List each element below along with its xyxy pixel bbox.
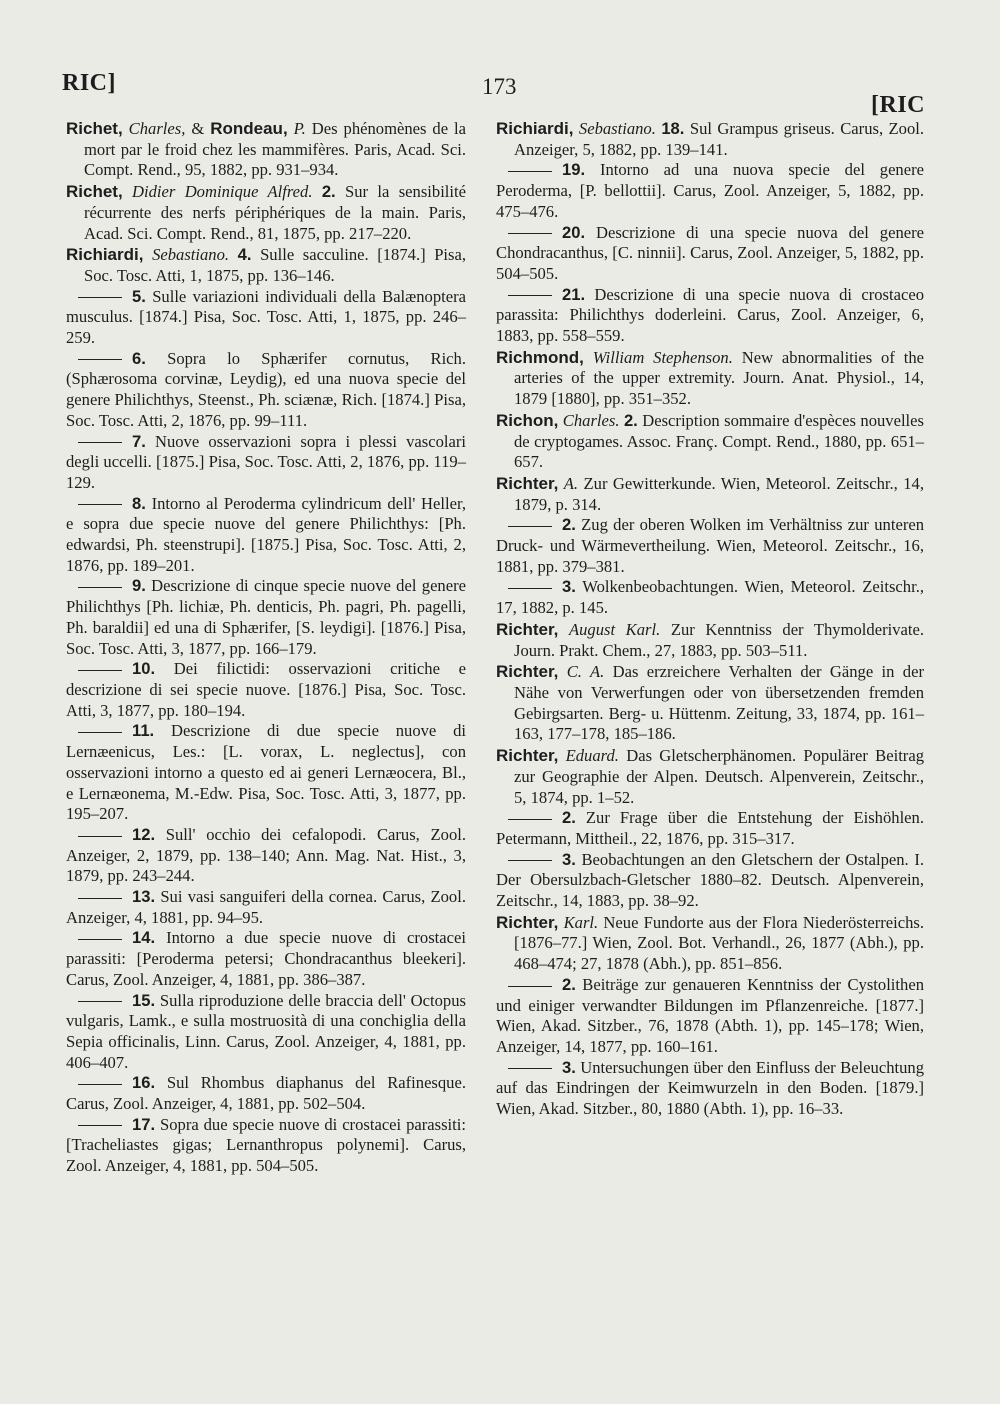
sub-entry [66, 928, 466, 990]
entry-text: Sulle sacculine. [1874.] Pisa, Soc. Tosc. Atti, 1, 1875, pp. 136–146. [84, 245, 467, 285]
entry-number: 16. [132, 1073, 156, 1093]
ditto-dash [508, 171, 552, 172]
entry-text: Beobachtungen an den Gletschern der Ostalpen. I. Der Obersulzbach-Gletscher 1880–82. Deutsch. Alpenverein, Zeitschr., 14, 1883, pp. 38–92. [496, 849, 924, 911]
entry-text: Intorno al Peroderma cylindricum dell' Heller, e sopra due specie nuove del genere Philichthys: [Ph. edwardsi, Ph. steenstrupi]. [1875.] Pisa, Soc. Tosc. Atti, 2, 1876, pp. 189–201. [66, 493, 466, 575]
header-left: RIC] [62, 70, 116, 96]
entry-number: 9. [132, 576, 146, 596]
sub-entry [496, 808, 924, 849]
ditto-dash [78, 442, 122, 443]
entry-number: 12. [132, 824, 156, 844]
entry-text: Intorno a due specie nuove di crostacei parassiti: [Peroderma petersi; Chondracanthus bleekeri]. Carus, Zool. Anzeiger, 4, 1881, pp. 386–387. [66, 928, 466, 989]
entry-number: 4. [237, 245, 252, 265]
running-header [62, 70, 925, 118]
entry-text: Descrizione di cinque specie nuove del genere Philichthys [Ph. lichiæ, Ph. denticis, Ph. pagri, Ph. pagelli, Ph. baraldii] ed una di Sphærifer, [S. leydigi]. [1876.] Pisa, Soc. Tosc. Atti, 3, 1877, pp. 166–179. [66, 576, 466, 658]
entry-number: 3. [562, 849, 576, 869]
coauthor-given-name: P. [293, 119, 306, 138]
entry-text: Zug der oberen Wolken im Verhältniss zur unteren Druck- und Wärmevertheilung. Wien, Meteorol. Zeitschr., 16, 1881, pp. 379–381. [496, 515, 925, 576]
ditto-dash [508, 233, 552, 234]
sub-entry [496, 975, 924, 1058]
entry-text: Sui vasi sanguiferi della cornea. Carus, Zool. Anzeiger, 4, 1881, pp. 94–95. [66, 887, 466, 927]
sub-entry [496, 515, 924, 577]
ditto-dash [78, 359, 122, 360]
sub-entry [66, 887, 466, 928]
author-entry [496, 474, 924, 515]
author-name: Richiardi, [496, 119, 574, 138]
sub-entry [496, 285, 924, 347]
author-given-name: A. [563, 473, 579, 493]
sub-entry [66, 1115, 466, 1177]
entry-text: Sull' occhio dei cefalopodi. Carus, Zool. Anzeiger, 2, 1879, pp. 138–140; Ann. Mag. Nat. Hist., 3, 1879, pp. 243–244. [66, 824, 466, 886]
ditto-dash [78, 670, 122, 671]
author-given-name: Sebastiano. [578, 119, 656, 138]
entry-number: 3. [562, 1057, 576, 1077]
author-given-name: Sebastiano. [152, 245, 230, 265]
entry-number: 3. [562, 577, 576, 597]
author-name: Richiardi, [66, 245, 144, 265]
author-joiner: & [191, 119, 205, 138]
author-name: Richter, [496, 473, 559, 493]
entry-number: 20. [562, 222, 586, 242]
right-column [496, 118, 924, 1120]
author-given-name: William Stephenson. [592, 347, 733, 367]
entry-number: 2. [562, 974, 576, 994]
author-name: Richter, [496, 662, 559, 682]
entry-text: Nuove osservazioni sopra i plessi vascolari degli uccelli. [1875.] Pisa, Soc. Tosc. Atti, 2, 1876, pp. 119–129. [66, 431, 466, 492]
entry-text: Sul Rhombus diaphanus del Rafinesque. Carus, Zool. Anzeiger, 4, 1881, pp. 502–504. [66, 1073, 466, 1114]
ditto-dash [78, 297, 122, 298]
entry-number: 7. [132, 431, 146, 451]
author-given-name: Didier Dominique Alfred. [132, 182, 313, 202]
author-entry [496, 746, 924, 808]
entry-text: Description sommaire d'espèces nouvelles de cryptogames. Assoc. Franç. Compt. Rend., 1880, pp. 651–657. [514, 410, 924, 472]
ditto-dash [78, 939, 122, 940]
ditto-dash [78, 504, 122, 505]
author-name: Richter, [496, 746, 559, 766]
entry-text: Das erzreichere Verhalten der Gänge in der Nähe von Verwerfungen oder von übersetzenden fremden Gebirgsarten. Berg- u. Hüttenm. Zeitung, 33, 1874, pp. 161–163, 177–178, 185–186. [514, 662, 924, 744]
author-name: Richon, [496, 410, 559, 430]
entry-number: 2. [321, 182, 336, 202]
ditto-dash [78, 1001, 122, 1002]
ditto-dash [78, 1125, 122, 1126]
entry-text: Sulla riproduzione delle braccia dell' Octopus vulgaris, Lamk., e sulla mostruosità di una conchiglia della Sepia officinalis, Linn. Carus, Zool. Anzeiger, 4, 1881, pp. 406–407. [66, 990, 466, 1072]
entry-number: 11. [132, 721, 155, 741]
entry-text: Beiträge zur genaueren Kenntniss der Cystolithen und einiger verwandter Bildungen im Pflanzenreiche. [1877.] Wien, Akad. Sitzber., 76, 1878 (Abth. 1), pp. 145–178; Wien, Anzeiger, 14, 1877, pp. 160–161. [496, 974, 924, 1056]
entry-text: Untersuchungen über den Einfluss der Beleuchtung auf das Eindringen der Keimwurzeln in den Boden. [1879.] Wien, Akad. Sitzber., 80, 1880 (Abth. 1), pp. 16–33. [496, 1057, 924, 1119]
ditto-dash [508, 526, 552, 527]
author-entry [496, 348, 924, 410]
left-column [66, 118, 466, 1177]
author-given-name: Charles, [128, 119, 186, 138]
ditto-dash [508, 588, 552, 589]
author-name: Richmond, [496, 347, 584, 367]
entry-number: 17. [132, 1114, 156, 1134]
sub-entry [66, 721, 466, 825]
entry-text: Zur Frage über die Entstehung der Eishöhlen. Petermann, Mittheil., 22, 1876, pp. 315–317. [496, 808, 924, 848]
ditto-dash [508, 1068, 552, 1069]
entry-number: 6. [132, 348, 146, 368]
entry-number: 19. [562, 160, 586, 180]
entry-text: Das Gletscherphänomen. Populärer Beitrag zur Geographie der Alpen. Deutsch. Alpenverein, Zeitschr., 5, 1874, pp. 1–52. [514, 746, 924, 807]
entry-text: Neue Fundorte aus der Flora Niederösterreichs. [1876–77.] Wien, Zool. Bot. Verhandl., 26, 1877 (Abh.), pp. 468–474; 27, 1878 (Abh.), pp. 851–856. [514, 912, 924, 974]
author-given-name: Charles. [562, 410, 620, 430]
author-name: Richet, [66, 182, 123, 202]
entry-number: 2. [562, 808, 576, 828]
sub-entry [66, 825, 466, 887]
author-entry [496, 620, 924, 661]
author-entry [66, 245, 466, 286]
ditto-dash [508, 860, 552, 861]
sub-entry [496, 577, 924, 618]
sub-entry [66, 991, 466, 1074]
ditto-dash [508, 819, 552, 820]
entry-number: 13. [132, 887, 156, 907]
ditto-dash [78, 1084, 122, 1085]
sub-entry [66, 576, 466, 659]
entry-text: New abnormalities of the arteries of the upper extremity. Journ. Anat. Physiol., 14, 1879 [1880], pp. 351–352. [514, 347, 924, 409]
author-entry [496, 411, 924, 473]
sub-entry [66, 494, 466, 577]
sub-entry [496, 850, 924, 912]
ditto-dash [78, 836, 122, 837]
author-entry [496, 662, 924, 745]
header-right: [RIC [871, 92, 925, 118]
entry-text: Sur la sensibilité récurrente des nerfs périphériques de la main. Paris, Acad. Sci. Compt. Rend., 81, 1875, pp. 217–220. [84, 182, 467, 243]
entry-number: 15. [132, 990, 156, 1010]
author-entry [66, 182, 466, 244]
entry-text: Intorno ad una nuova specie del genere Peroderma, [P. bellottii]. Carus, Zool. Anzeiger, 5, 1882, pp. 475–476. [496, 160, 924, 221]
author-given-name: Eduard. [565, 746, 619, 766]
author-name: Richter, [496, 619, 559, 639]
sub-entry [496, 223, 924, 285]
entry-number: 8. [132, 493, 146, 513]
sub-entry [66, 287, 466, 349]
author-name: Richter, [496, 912, 559, 932]
entry-text: Sulle variazioni individuali della Balænoptera musculus. [1874.] Pisa, Soc. Tosc. Atti, 1, 1875, pp. 246–259. [66, 286, 466, 348]
ditto-dash [78, 732, 122, 733]
entry-number: 14. [132, 928, 156, 948]
entry-text: Wolkenbeobachtungen. Wien, Meteorol. Zeitschr., 17, 1882, p. 145. [496, 577, 924, 618]
page-number: 173 [482, 74, 517, 99]
entry-number: 5. [132, 286, 146, 306]
author-given-name: August Karl. [568, 619, 661, 639]
sub-entry [496, 160, 924, 222]
entry-number: 10. [132, 659, 156, 679]
entry-text: Descrizione di una specie nuova di crostaceo parassita: Philichthys doderleini. Carus, Zool. Anzeiger, 6, 1883, pp. 558–559. [496, 284, 924, 346]
author-entry [496, 119, 924, 160]
sub-entry [496, 1058, 924, 1120]
ditto-dash [78, 587, 122, 588]
entry-text: Dei filictidi: osservazioni critiche e descrizione di sei specie nuove. [1876.] Pisa, Soc. Tosc. Atti, 3, 1877, pp. 180–194. [66, 659, 466, 720]
sub-entry [66, 659, 466, 721]
sub-entry [66, 349, 466, 432]
entry-number: 18. [661, 119, 685, 138]
entry-text: Des phénomènes de la mort par le froid chez les mammifères. Paris, Acad. Sci. Compt. Rend., 95, 1882, pp. 931–934. [84, 119, 467, 180]
entry-text: Zur Gewitterkunde. Wien, Meteorol. Zeitschr., 14, 1879, p. 314. [514, 473, 924, 514]
ditto-dash [508, 986, 552, 987]
entry-number: 2. [562, 515, 576, 535]
entry-number: 21. [562, 284, 586, 304]
author-entry [66, 119, 466, 181]
sub-entry [66, 432, 466, 494]
author-given-name: C. A. [566, 662, 605, 682]
coauthor-name: Rondeau, [210, 119, 288, 138]
entry-text: Sul Grampus griseus. Carus, Zool. Anzeiger, 5, 1882, pp. 139–141. [514, 119, 925, 159]
entry-text: Descrizione di due specie nuove di Lernæenicus, Les.: [L. vorax, L. neglectus], con osservazioni intorno a questo ed ai generi Lernæocera, Bl., e Lernæonema, M.-Edw. Pisa, Soc. Tosc. Atti, 3, 1877, pp. 195–207. [66, 721, 466, 824]
entry-text: Sopra lo Sphærifer cornutus, Rich. (Sphærosoma corvinæ, Leydig), ed una nuova specie del genere Philichthys, Steenst., Ph. sciænæ, Rich. [1874.] Pisa, Soc. Tosc. Atti, 2, 1876, pp. 99–111. [66, 348, 466, 430]
entry-text: Descrizione di una specie nuova del genere Chondracanthus, [C. ninnii]. Carus, Zool. Anzeiger, 5, 1882, pp. 504–505. [496, 222, 924, 283]
sub-entry [66, 1073, 466, 1114]
entry-number: 2. [623, 410, 638, 430]
author-entry [496, 913, 924, 975]
entry-text: Sopra due specie nuove di crostacei parassiti: [Tracheliastes gigas; Lernanthropus polynemi]. Carus, Zool. Anzeiger, 4, 1881, pp. 504–505. [66, 1114, 466, 1176]
ditto-dash [78, 898, 122, 899]
author-given-name: Karl. [563, 912, 599, 932]
entry-text: Zur Kenntniss der Thymolderivate. Journ. Prakt. Chem., 27, 1883, pp. 503–511. [514, 619, 925, 660]
ditto-dash [508, 295, 552, 296]
author-name: Richet, [66, 119, 123, 138]
